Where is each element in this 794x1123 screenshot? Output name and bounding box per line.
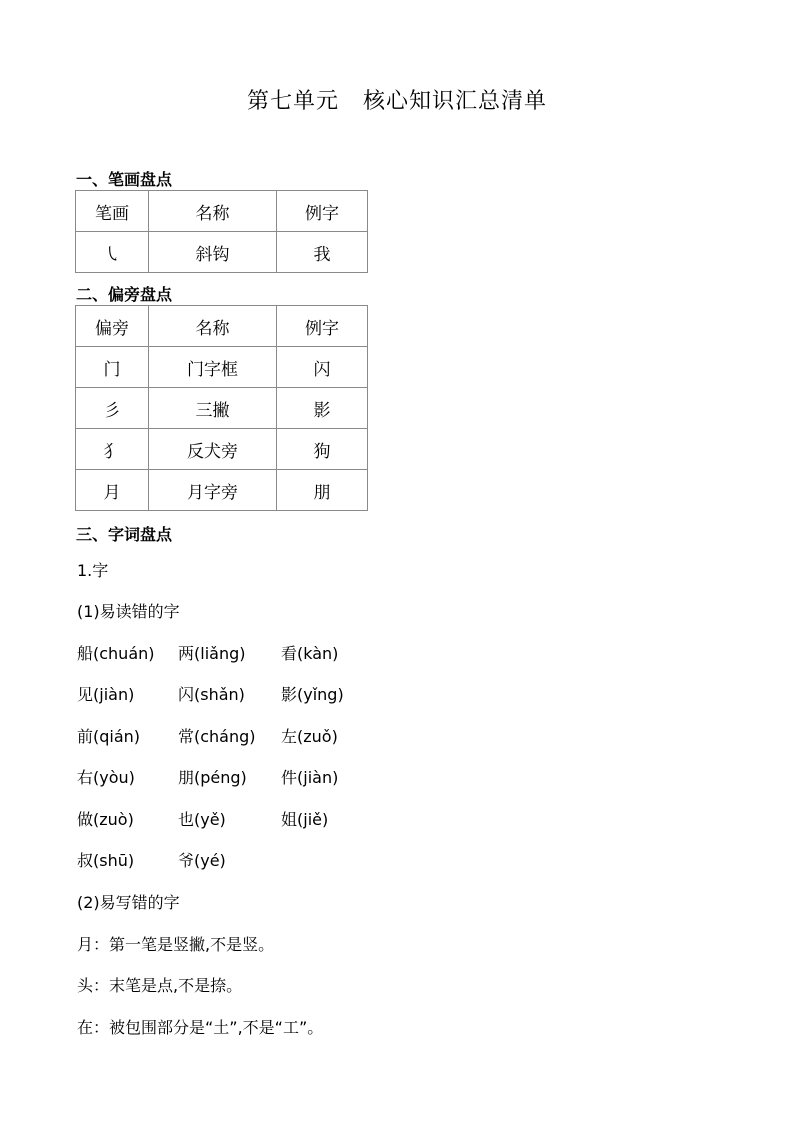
pinyin-entry: 常(cháng) — [178, 727, 256, 746]
pinyin-entry: 见(jiàn) — [77, 685, 135, 704]
pinyin-entry: 叔(shū) — [77, 851, 135, 870]
pinyin-entry: 左(zuǒ) — [281, 727, 338, 746]
table-cell: 犭 — [76, 429, 149, 470]
title-unit: 第七单元 — [246, 89, 339, 114]
pinyin-entry: 两(liǎng) — [178, 644, 246, 663]
pinyin-entry: 也(yě) — [178, 810, 226, 829]
table-header: 笔画 — [76, 191, 149, 232]
table-header: 例字 — [277, 306, 368, 347]
subheading-miswritten: (2)易写错的字 — [77, 893, 180, 912]
pinyin-entry: 看(kàn) — [281, 644, 339, 663]
table-cell: 门字框 — [149, 347, 277, 388]
table-header: 例字 — [277, 191, 368, 232]
pinyin-entry: 闪(shǎn) — [178, 685, 245, 704]
table-cell: 狗 — [277, 429, 368, 470]
table-cell: 我 — [277, 232, 368, 273]
page-title — [0, 84, 794, 115]
table-cell: 彡 — [76, 388, 149, 429]
note-line: 月：第一笔是竖撇,不是竖。 — [77, 935, 275, 954]
table-cell: 闪 — [277, 347, 368, 388]
table-header: 偏旁 — [76, 306, 149, 347]
table-cell: ㇂ — [76, 232, 149, 273]
table-cell: 月字旁 — [149, 470, 277, 511]
pinyin-entry: 前(qián) — [77, 727, 141, 746]
table-cell: 月 — [76, 470, 149, 511]
table-cell: 朋 — [277, 470, 368, 511]
title-topic: 核心知识汇总清单 — [363, 89, 548, 114]
table-header-row — [76, 306, 368, 347]
section-heading-strokes: 一、笔画盘点 — [76, 170, 173, 189]
table-header-row — [76, 191, 368, 232]
note-line: 在：被包围部分是“土”,不是“工”。 — [77, 1018, 324, 1037]
table-cell: 斜钩 — [149, 232, 277, 273]
table-row — [76, 470, 368, 511]
subheading-characters: 1.字 — [77, 561, 109, 580]
table-header: 名称 — [149, 306, 277, 347]
table-row — [76, 429, 368, 470]
pinyin-entry: 做(zuò) — [77, 810, 134, 829]
section-heading-words: 三、字词盘点 — [76, 525, 173, 544]
pinyin-entry: 影(yǐng) — [281, 685, 344, 704]
pinyin-entry: 姐(jiě) — [281, 810, 329, 829]
pinyin-entry: 爷(yé) — [178, 851, 226, 870]
table-row — [76, 347, 368, 388]
pinyin-entry: 右(yòu) — [77, 768, 135, 787]
subheading-misread: (1)易读错的字 — [77, 602, 180, 621]
radicals-table — [75, 305, 368, 511]
pinyin-entry: 船(chuán) — [77, 644, 155, 663]
table-row — [76, 232, 368, 273]
pinyin-entry: 朋(péng) — [178, 768, 247, 787]
note-line: 头：末笔是点,不是捺。 — [77, 976, 243, 995]
section-heading-radicals: 二、偏旁盘点 — [76, 285, 173, 304]
table-cell: 三撇 — [149, 388, 277, 429]
table-cell: 门 — [76, 347, 149, 388]
table-row — [76, 388, 368, 429]
pinyin-entry: 件(jiàn) — [281, 768, 339, 787]
table-cell: 反犬旁 — [149, 429, 277, 470]
strokes-table — [75, 190, 368, 273]
table-cell: 影 — [277, 388, 368, 429]
table-header: 名称 — [149, 191, 277, 232]
